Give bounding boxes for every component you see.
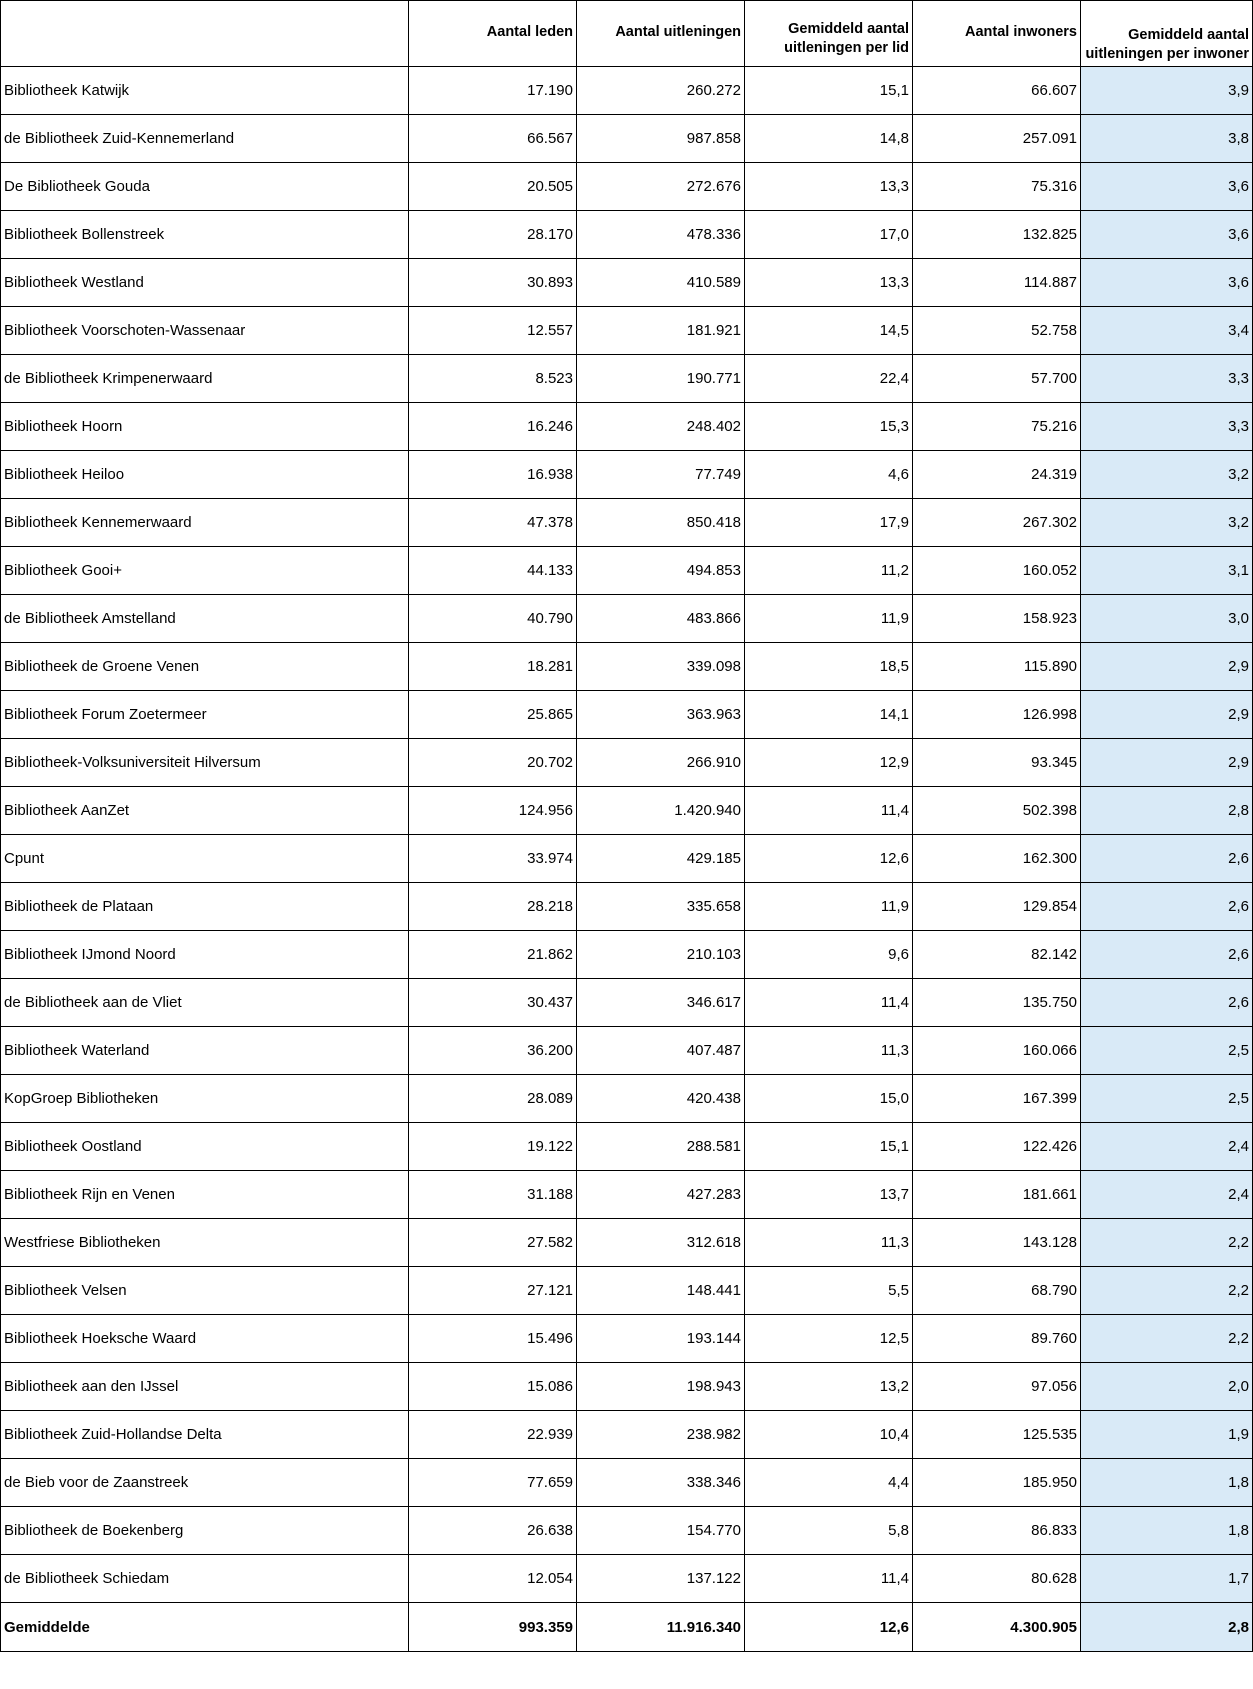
cell-loans: 288.581 xyxy=(577,1123,745,1171)
cell-loans: 238.982 xyxy=(577,1411,745,1459)
cell-library-name: Bibliotheek Waterland xyxy=(1,1027,409,1075)
cell-members: 30.893 xyxy=(409,259,577,307)
cell-avg-per-member: 13,3 xyxy=(745,259,913,307)
cell-members: 33.974 xyxy=(409,835,577,883)
cell-avg-per-inhabitant: 2,5 xyxy=(1081,1027,1253,1075)
cell-avg-per-inhabitant: 1,8 xyxy=(1081,1459,1253,1507)
cell-avg-per-member: 17,9 xyxy=(745,499,913,547)
cell-loans: 266.910 xyxy=(577,739,745,787)
cell-inhabitants: 89.760 xyxy=(913,1315,1081,1363)
cell-library-name: Bibliotheek IJmond Noord xyxy=(1,931,409,979)
cell-loans: 1.420.940 xyxy=(577,787,745,835)
cell-avg-per-inhabitant: 1,8 xyxy=(1081,1507,1253,1555)
table-row xyxy=(1,1171,1253,1219)
table-row xyxy=(1,643,1253,691)
cell-inhabitants: 257.091 xyxy=(913,115,1081,163)
cell-library-name: Bibliotheek Forum Zoetermeer xyxy=(1,691,409,739)
cell-members: 12.557 xyxy=(409,307,577,355)
cell-avg-per-inhabitant: 3,2 xyxy=(1081,499,1253,547)
cell-library-name: Cpunt xyxy=(1,835,409,883)
cell-avg-per-member: 9,6 xyxy=(745,931,913,979)
cell-avg-per-inhabitant: 2,4 xyxy=(1081,1171,1253,1219)
cell-library-name: de Bieb voor de Zaanstreek xyxy=(1,1459,409,1507)
cell-library-name: Bibliotheek Katwijk xyxy=(1,67,409,115)
cell-loans: 478.336 xyxy=(577,211,745,259)
header-avg-per-inhabitant: Gemiddeld aantal uitleningen per inwoner xyxy=(1081,1,1253,67)
cell-loans: 137.122 xyxy=(577,1555,745,1603)
cell-avg-per-member: 14,8 xyxy=(745,115,913,163)
cell-avg-per-member: 15,1 xyxy=(745,1123,913,1171)
total-cell-inhabitants: 4.300.905 xyxy=(913,1603,1081,1652)
cell-avg-per-inhabitant: 2,4 xyxy=(1081,1123,1253,1171)
cell-library-name: Bibliotheek de Plataan xyxy=(1,883,409,931)
cell-loans: 339.098 xyxy=(577,643,745,691)
cell-avg-per-member: 13,7 xyxy=(745,1171,913,1219)
cell-library-name: Bibliotheek Rijn en Venen xyxy=(1,1171,409,1219)
cell-avg-per-member: 22,4 xyxy=(745,355,913,403)
cell-members: 28.218 xyxy=(409,883,577,931)
cell-library-name: Bibliotheek de Boekenberg xyxy=(1,1507,409,1555)
cell-avg-per-inhabitant: 3,6 xyxy=(1081,211,1253,259)
cell-avg-per-inhabitant: 2,5 xyxy=(1081,1075,1253,1123)
cell-inhabitants: 160.052 xyxy=(913,547,1081,595)
cell-library-name: Bibliotheek Westland xyxy=(1,259,409,307)
cell-inhabitants: 158.923 xyxy=(913,595,1081,643)
cell-avg-per-member: 12,6 xyxy=(745,835,913,883)
cell-loans: 190.771 xyxy=(577,355,745,403)
cell-avg-per-member: 15,1 xyxy=(745,67,913,115)
header-name xyxy=(1,1,409,67)
cell-inhabitants: 135.750 xyxy=(913,979,1081,1027)
cell-members: 21.862 xyxy=(409,931,577,979)
cell-members: 28.089 xyxy=(409,1075,577,1123)
cell-library-name: de Bibliotheek Schiedam xyxy=(1,1555,409,1603)
total-row xyxy=(1,1603,1253,1652)
cell-avg-per-member: 12,9 xyxy=(745,739,913,787)
cell-avg-per-inhabitant: 3,3 xyxy=(1081,403,1253,451)
cell-inhabitants: 132.825 xyxy=(913,211,1081,259)
cell-loans: 77.749 xyxy=(577,451,745,499)
table-row xyxy=(1,883,1253,931)
cell-avg-per-member: 15,3 xyxy=(745,403,913,451)
cell-avg-per-member: 11,4 xyxy=(745,979,913,1027)
cell-members: 31.188 xyxy=(409,1171,577,1219)
table-row xyxy=(1,835,1253,883)
cell-avg-per-inhabitant: 2,9 xyxy=(1081,643,1253,691)
cell-avg-per-member: 11,9 xyxy=(745,595,913,643)
cell-members: 47.378 xyxy=(409,499,577,547)
cell-members: 30.437 xyxy=(409,979,577,1027)
cell-members: 40.790 xyxy=(409,595,577,643)
cell-avg-per-inhabitant: 2,6 xyxy=(1081,835,1253,883)
cell-avg-per-member: 11,3 xyxy=(745,1219,913,1267)
cell-library-name: De Bibliotheek Gouda xyxy=(1,163,409,211)
cell-members: 124.956 xyxy=(409,787,577,835)
cell-inhabitants: 57.700 xyxy=(913,355,1081,403)
cell-members: 15.496 xyxy=(409,1315,577,1363)
cell-members: 25.865 xyxy=(409,691,577,739)
cell-inhabitants: 75.216 xyxy=(913,403,1081,451)
cell-avg-per-inhabitant: 1,9 xyxy=(1081,1411,1253,1459)
cell-loans: 193.144 xyxy=(577,1315,745,1363)
cell-library-name: Bibliotheek Voorschoten-Wassenaar xyxy=(1,307,409,355)
table-row xyxy=(1,67,1253,115)
table-row xyxy=(1,1507,1253,1555)
cell-avg-per-inhabitant: 3,2 xyxy=(1081,451,1253,499)
total-cell-avg-per-inhabitant: 2,8 xyxy=(1081,1603,1253,1652)
cell-library-name: Bibliotheek Kennemerwaard xyxy=(1,499,409,547)
cell-loans: 410.589 xyxy=(577,259,745,307)
cell-inhabitants: 97.056 xyxy=(913,1363,1081,1411)
cell-loans: 338.346 xyxy=(577,1459,745,1507)
cell-inhabitants: 267.302 xyxy=(913,499,1081,547)
cell-avg-per-member: 13,2 xyxy=(745,1363,913,1411)
cell-avg-per-inhabitant: 2,8 xyxy=(1081,787,1253,835)
cell-avg-per-inhabitant: 3,6 xyxy=(1081,259,1253,307)
cell-avg-per-inhabitant: 3,9 xyxy=(1081,67,1253,115)
table-row xyxy=(1,163,1253,211)
table-row xyxy=(1,691,1253,739)
cell-loans: 427.283 xyxy=(577,1171,745,1219)
table-row xyxy=(1,115,1253,163)
table-row xyxy=(1,259,1253,307)
cell-avg-per-inhabitant: 2,2 xyxy=(1081,1315,1253,1363)
cell-avg-per-member: 11,2 xyxy=(745,547,913,595)
cell-avg-per-member: 14,1 xyxy=(745,691,913,739)
cell-avg-per-member: 4,4 xyxy=(745,1459,913,1507)
table-row xyxy=(1,307,1253,355)
total-cell-library-name: Gemiddelde xyxy=(1,1603,409,1652)
table-row xyxy=(1,1219,1253,1267)
cell-avg-per-member: 4,6 xyxy=(745,451,913,499)
cell-avg-per-member: 11,9 xyxy=(745,883,913,931)
cell-inhabitants: 181.661 xyxy=(913,1171,1081,1219)
table-row xyxy=(1,1075,1253,1123)
table-row xyxy=(1,739,1253,787)
cell-library-name: de Bibliotheek Zuid-Kennemerland xyxy=(1,115,409,163)
cell-avg-per-member: 17,0 xyxy=(745,211,913,259)
cell-avg-per-inhabitant: 2,6 xyxy=(1081,883,1253,931)
cell-inhabitants: 167.399 xyxy=(913,1075,1081,1123)
header-members: Aantal leden xyxy=(409,1,577,67)
cell-avg-per-member: 15,0 xyxy=(745,1075,913,1123)
header-inhabitants: Aantal inwoners xyxy=(913,1,1081,67)
cell-avg-per-inhabitant: 3,6 xyxy=(1081,163,1253,211)
cell-loans: 420.438 xyxy=(577,1075,745,1123)
table-row xyxy=(1,1459,1253,1507)
cell-loans: 154.770 xyxy=(577,1507,745,1555)
cell-members: 15.086 xyxy=(409,1363,577,1411)
total-cell-loans: 11.916.340 xyxy=(577,1603,745,1652)
cell-inhabitants: 114.887 xyxy=(913,259,1081,307)
header-row xyxy=(1,1,1253,67)
table-row xyxy=(1,1267,1253,1315)
table-row xyxy=(1,595,1253,643)
cell-avg-per-inhabitant: 2,9 xyxy=(1081,691,1253,739)
cell-avg-per-member: 5,5 xyxy=(745,1267,913,1315)
cell-library-name: Bibliotheek Oostland xyxy=(1,1123,409,1171)
cell-loans: 346.617 xyxy=(577,979,745,1027)
cell-avg-per-member: 13,3 xyxy=(745,163,913,211)
cell-library-name: Bibliotheek aan den IJssel xyxy=(1,1363,409,1411)
cell-avg-per-inhabitant: 3,4 xyxy=(1081,307,1253,355)
table-row xyxy=(1,1363,1253,1411)
total-cell-avg-per-member: 12,6 xyxy=(745,1603,913,1652)
cell-members: 27.121 xyxy=(409,1267,577,1315)
cell-loans: 181.921 xyxy=(577,307,745,355)
table-row xyxy=(1,979,1253,1027)
cell-inhabitants: 122.426 xyxy=(913,1123,1081,1171)
cell-members: 77.659 xyxy=(409,1459,577,1507)
cell-library-name: de Bibliotheek aan de Vliet xyxy=(1,979,409,1027)
table-row xyxy=(1,403,1253,451)
table-row xyxy=(1,1315,1253,1363)
cell-members: 18.281 xyxy=(409,643,577,691)
cell-library-name: de Bibliotheek Amstelland xyxy=(1,595,409,643)
cell-loans: 494.853 xyxy=(577,547,745,595)
cell-avg-per-member: 5,8 xyxy=(745,1507,913,1555)
cell-inhabitants: 115.890 xyxy=(913,643,1081,691)
cell-library-name: Bibliotheek Bollenstreek xyxy=(1,211,409,259)
cell-members: 28.170 xyxy=(409,211,577,259)
cell-members: 19.122 xyxy=(409,1123,577,1171)
cell-inhabitants: 68.790 xyxy=(913,1267,1081,1315)
table-row xyxy=(1,547,1253,595)
cell-library-name: Bibliotheek Zuid-Hollandse Delta xyxy=(1,1411,409,1459)
cell-avg-per-inhabitant: 1,7 xyxy=(1081,1555,1253,1603)
cell-inhabitants: 24.319 xyxy=(913,451,1081,499)
cell-library-name: Westfriese Bibliotheken xyxy=(1,1219,409,1267)
cell-members: 36.200 xyxy=(409,1027,577,1075)
cell-avg-per-inhabitant: 3,0 xyxy=(1081,595,1253,643)
cell-inhabitants: 162.300 xyxy=(913,835,1081,883)
table-row xyxy=(1,1123,1253,1171)
cell-inhabitants: 125.535 xyxy=(913,1411,1081,1459)
cell-library-name: Bibliotheek Hoorn xyxy=(1,403,409,451)
cell-members: 20.505 xyxy=(409,163,577,211)
cell-loans: 987.858 xyxy=(577,115,745,163)
cell-loans: 148.441 xyxy=(577,1267,745,1315)
cell-inhabitants: 75.316 xyxy=(913,163,1081,211)
cell-avg-per-member: 10,4 xyxy=(745,1411,913,1459)
cell-library-name: KopGroep Bibliotheken xyxy=(1,1075,409,1123)
cell-library-name: Bibliotheek Hoeksche Waard xyxy=(1,1315,409,1363)
cell-inhabitants: 80.628 xyxy=(913,1555,1081,1603)
cell-members: 27.582 xyxy=(409,1219,577,1267)
cell-inhabitants: 129.854 xyxy=(913,883,1081,931)
table-row xyxy=(1,787,1253,835)
total-cell-members: 993.359 xyxy=(409,1603,577,1652)
cell-inhabitants: 82.142 xyxy=(913,931,1081,979)
cell-loans: 198.943 xyxy=(577,1363,745,1411)
cell-avg-per-inhabitant: 2,6 xyxy=(1081,931,1253,979)
cell-inhabitants: 143.128 xyxy=(913,1219,1081,1267)
cell-library-name: Bibliotheek Gooi+ xyxy=(1,547,409,595)
cell-members: 16.246 xyxy=(409,403,577,451)
cell-avg-per-inhabitant: 2,0 xyxy=(1081,1363,1253,1411)
cell-members: 12.054 xyxy=(409,1555,577,1603)
cell-members: 44.133 xyxy=(409,547,577,595)
cell-members: 8.523 xyxy=(409,355,577,403)
cell-avg-per-inhabitant: 3,3 xyxy=(1081,355,1253,403)
cell-inhabitants: 86.833 xyxy=(913,1507,1081,1555)
cell-loans: 483.866 xyxy=(577,595,745,643)
cell-members: 66.567 xyxy=(409,115,577,163)
table-row xyxy=(1,1027,1253,1075)
cell-avg-per-inhabitant: 3,8 xyxy=(1081,115,1253,163)
cell-members: 20.702 xyxy=(409,739,577,787)
cell-members: 26.638 xyxy=(409,1507,577,1555)
cell-loans: 260.272 xyxy=(577,67,745,115)
cell-loans: 248.402 xyxy=(577,403,745,451)
table-row xyxy=(1,451,1253,499)
cell-avg-per-member: 11,4 xyxy=(745,787,913,835)
cell-loans: 210.103 xyxy=(577,931,745,979)
table-row xyxy=(1,499,1253,547)
cell-avg-per-inhabitant: 3,1 xyxy=(1081,547,1253,595)
cell-avg-per-inhabitant: 2,6 xyxy=(1081,979,1253,1027)
cell-inhabitants: 66.607 xyxy=(913,67,1081,115)
cell-members: 17.190 xyxy=(409,67,577,115)
cell-loans: 312.618 xyxy=(577,1219,745,1267)
header-avg-per-member: Gemiddeld aantal uitleningen per lid xyxy=(745,1,913,67)
cell-library-name: Bibliotheek de Groene Venen xyxy=(1,643,409,691)
cell-loans: 272.676 xyxy=(577,163,745,211)
cell-inhabitants: 160.066 xyxy=(913,1027,1081,1075)
cell-avg-per-inhabitant: 2,2 xyxy=(1081,1219,1253,1267)
cell-loans: 363.963 xyxy=(577,691,745,739)
cell-inhabitants: 93.345 xyxy=(913,739,1081,787)
cell-library-name: Bibliotheek Velsen xyxy=(1,1267,409,1315)
cell-inhabitants: 52.758 xyxy=(913,307,1081,355)
table-row xyxy=(1,931,1253,979)
cell-inhabitants: 502.398 xyxy=(913,787,1081,835)
cell-library-name: Bibliotheek AanZet xyxy=(1,787,409,835)
cell-avg-per-member: 11,4 xyxy=(745,1555,913,1603)
cell-avg-per-member: 18,5 xyxy=(745,643,913,691)
cell-avg-per-member: 12,5 xyxy=(745,1315,913,1363)
cell-avg-per-member: 14,5 xyxy=(745,307,913,355)
cell-loans: 850.418 xyxy=(577,499,745,547)
cell-members: 22.939 xyxy=(409,1411,577,1459)
cell-members: 16.938 xyxy=(409,451,577,499)
cell-inhabitants: 185.950 xyxy=(913,1459,1081,1507)
header-loans: Aantal uitleningen xyxy=(577,1,745,67)
cell-library-name: Bibliotheek Heiloo xyxy=(1,451,409,499)
cell-loans: 407.487 xyxy=(577,1027,745,1075)
cell-loans: 429.185 xyxy=(577,835,745,883)
cell-avg-per-member: 11,3 xyxy=(745,1027,913,1075)
cell-inhabitants: 126.998 xyxy=(913,691,1081,739)
table-row xyxy=(1,1411,1253,1459)
cell-library-name: Bibliotheek-Volksuniversiteit Hilversum xyxy=(1,739,409,787)
cell-avg-per-inhabitant: 2,9 xyxy=(1081,739,1253,787)
table-row xyxy=(1,1555,1253,1603)
table-row xyxy=(1,355,1253,403)
cell-loans: 335.658 xyxy=(577,883,745,931)
cell-avg-per-inhabitant: 2,2 xyxy=(1081,1267,1253,1315)
table-row xyxy=(1,211,1253,259)
cell-library-name: de Bibliotheek Krimpenerwaard xyxy=(1,355,409,403)
